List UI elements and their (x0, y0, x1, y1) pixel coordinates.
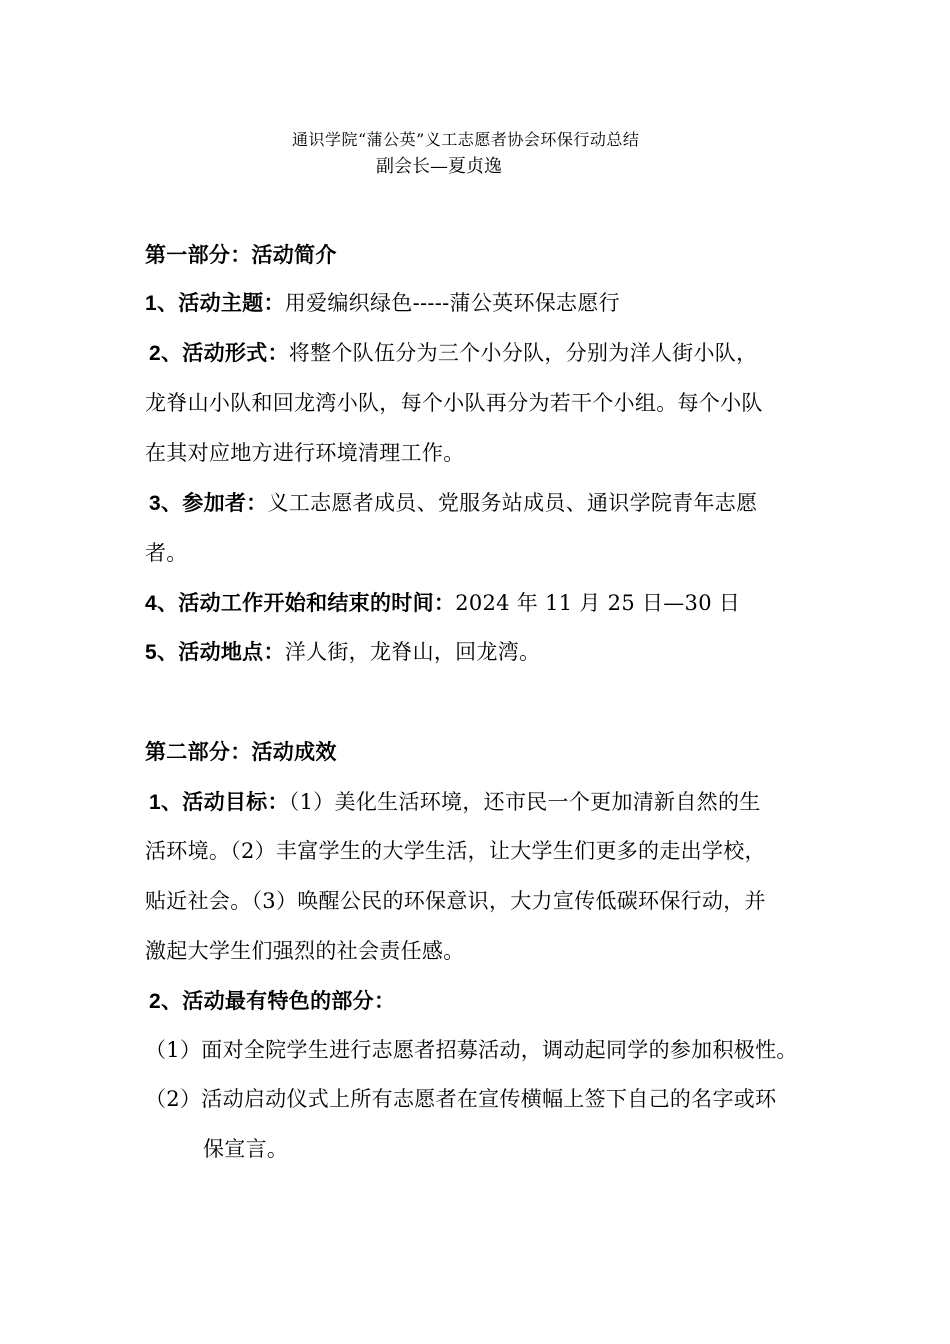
time-paragraph (145, 587, 740, 617)
participants-paragraph (149, 487, 757, 517)
location-text: 洋人街，龙脊山，回龙湾。 (284, 640, 541, 664)
goals-line-4: 激起大学生们强烈的社会责任感。 (145, 939, 465, 963)
goals-line-2: 活环境。（2）丰富学生的大学生活，让大学生们更多的走出学校， (145, 839, 766, 863)
participants-number: 3、 (149, 492, 183, 515)
location-number: 5、 (145, 641, 179, 664)
theme-text: 用爱编织绿色-----蒲公英环保志愿行 (284, 291, 620, 315)
time-number: 4、 (145, 592, 179, 615)
feature-item-1-marker: （1） (145, 1038, 202, 1062)
part2-heading: 第二部分：活动成效 (145, 739, 337, 764)
feature-item-1-text: 面对全院学生进行志愿者招募活动，调动起同学的参加积极性。 (201, 1038, 798, 1062)
goals-number: 1、 (149, 791, 183, 814)
author-line: 副会长—夏贞逸 (376, 156, 502, 177)
theme-label: 活动主题： (178, 290, 285, 315)
participants-line-2: 者。 (145, 541, 188, 565)
document-title: 通识学院“蒲公英”义工志愿者协会环保行动总结 (292, 130, 640, 149)
feature-item-1 (145, 1034, 798, 1064)
features-label: 活动最有特色的部分： (182, 988, 396, 1013)
feature-item-2-text: 活动启动仪式上所有志愿者在宣传横幅上签下自己的名字或环 (201, 1087, 777, 1111)
features-heading (149, 985, 395, 1015)
location-paragraph (145, 636, 540, 666)
feature-item-2-line-2: 保宣言。 (203, 1137, 289, 1161)
feature-item-2 (145, 1083, 776, 1113)
goals-line-3: 贴近社会。（3）唤醒公民的环保意识，大力宣传低碳环保行动，并 (145, 889, 766, 913)
form-line-1: 将整个队伍分为三个小分队，分别为洋人街小队， (288, 341, 758, 365)
goals-label: 活动目标： (182, 789, 289, 814)
theme-paragraph (145, 287, 620, 317)
form-paragraph (149, 337, 757, 367)
participants-line-1: 义工志愿者成员、党服务站成员、通识学院青年志愿 (267, 491, 758, 515)
form-line-3: 在其对应地方进行环境清理工作。 (145, 441, 465, 465)
time-label: 活动工作开始和结束的时间： (178, 590, 456, 615)
features-number: 2、 (149, 990, 183, 1013)
time-text: 2024 年 11 月 25 日—30 日 (455, 591, 741, 615)
goals-paragraph (149, 786, 761, 816)
part1-heading: 第一部分：活动简介 (145, 242, 337, 267)
feature-item-2-marker: （2） (145, 1087, 202, 1111)
form-line-2: 龙脊山小队和回龙湾小队，每个小队再分为若干个小组。每个小队 (145, 391, 763, 415)
participants-label: 参加者： (182, 490, 268, 515)
theme-number: 1、 (145, 292, 179, 315)
form-number: 2、 (149, 342, 183, 365)
goals-line-1: （1）美化生活环境，还市民一个更加清新自然的生 (288, 790, 761, 814)
location-label: 活动地点： (178, 639, 285, 664)
form-label: 活动形式： (182, 340, 289, 365)
